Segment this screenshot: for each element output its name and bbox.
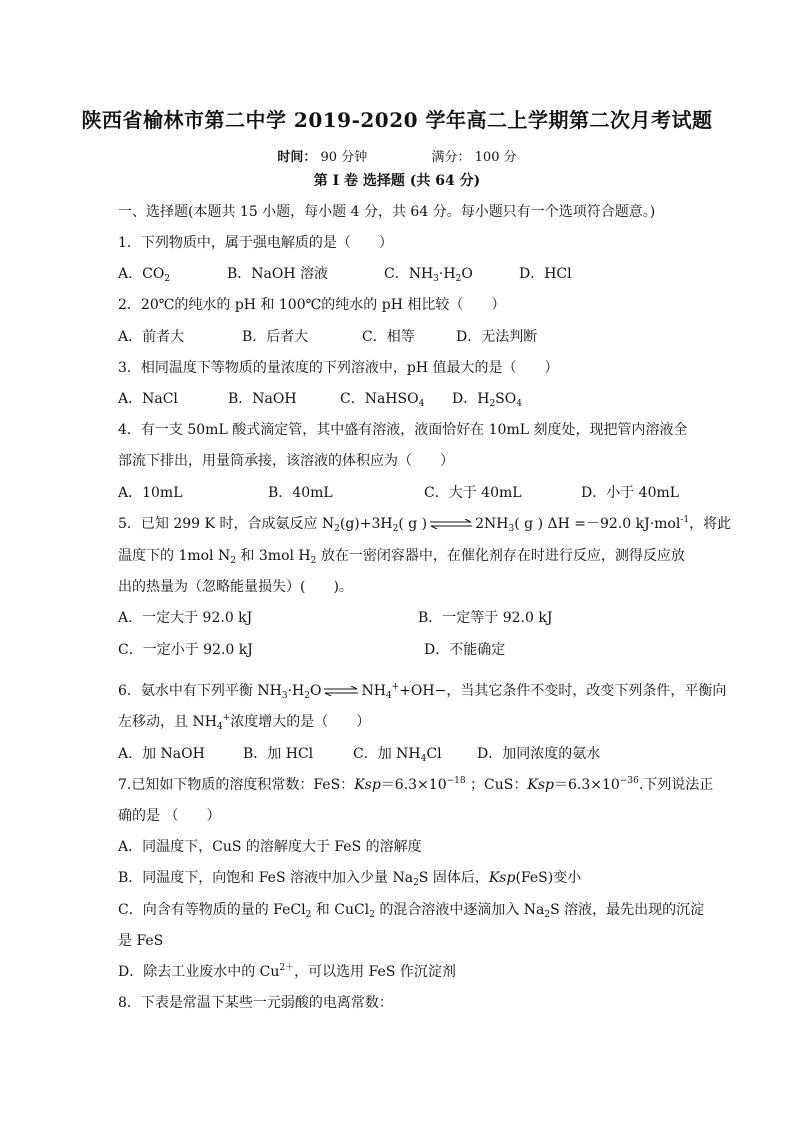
q3-option-a: A．NaCl xyxy=(118,391,178,407)
q7-stem-line1: 7.已知如下物质的溶度积常数：FeS：$Ksp=6.3\times 10^{-18}$ ；CuS：$Ksp=6.3\times 10^{-36}$.下列说法正 xyxy=(118,776,714,793)
q7-option-b: B．同温度下，向饱和 FeS 溶液中加入少量 $Na_2S$ 固体后，Ksp(FeS)变小 xyxy=(118,870,582,888)
q6-option-d: D．加同浓度的氨水 xyxy=(477,746,601,762)
q1-option-c: C．$NH_3\cdot H_2O$ xyxy=(384,266,473,284)
exam-meta xyxy=(0,146,794,165)
q5-stem-line1: 5．已知 299 K 时，合成氨反应 $N_2(g)+3H_2$( g ) $2NH_3$( g ) ΔH =－92.0 kJ·mol$^{-1}$，将此 xyxy=(118,515,732,534)
q7-option-c: C．向含有等物质的量的 FeCl$_2$ 和 CuCl$_2$ 的混合溶液中逐滴加入 $Na_2S$ 溶液，最先出现的沉淀 xyxy=(118,902,705,920)
q2-stem: 2．20℃的纯水的 pH 和 100℃的纯水的 pH 相比较（ ） xyxy=(118,297,506,313)
equilibrium-arrow-icon xyxy=(323,686,359,696)
score-label: 满分： xyxy=(431,150,471,165)
time-label: 时间： xyxy=(277,150,317,165)
equilibrium-arrow-icon xyxy=(429,519,473,529)
q4-option-b: B．40mL xyxy=(268,485,333,501)
q6-option-c: C．加 $NH_4Cl$ xyxy=(353,746,442,764)
q5-option-a: A．一定大于 92.0 kJ xyxy=(118,610,253,626)
q1-option-b: B．NaOH 溶液 xyxy=(227,266,329,282)
q6-option-a: A．加 NaOH xyxy=(118,746,205,762)
q1-option-a: A．$CO_2$ xyxy=(118,266,171,284)
q8-stem: 8．下表是常温下某些一元弱酸的电离常数： xyxy=(118,995,393,1011)
q4-option-a: A．10mL xyxy=(118,485,183,501)
q2-option-b: B．后者大 xyxy=(242,329,309,345)
q6-stem-line1: 6．氨水中有下列平衡 $NH_3\cdot H_2O$ $NH_4^++OH-$，当其它条件不变时，改变下列条件，平衡向 xyxy=(118,682,727,701)
time-value: 90 分钟 xyxy=(320,150,368,165)
q5-stem-line3: 出的热量为（忽略能量损失）( )。 xyxy=(118,579,353,595)
q7-option-c-cont: 是 FeS xyxy=(118,933,164,949)
q5-option-c: C．一定小于 92.0 kJ xyxy=(118,642,253,658)
q2-option-d: D．无法判断 xyxy=(456,329,538,345)
q4-option-d: D．小于 40mL xyxy=(581,485,680,501)
q3-stem: 3．相同温度下等物质的量浓度的下列溶液中，pH 值最大的是（ ） xyxy=(118,360,559,376)
q7-stem-line2: 确的是 （ ） xyxy=(118,808,221,824)
q1-stem: 1．下列物质中，属于强电解质的是（ ） xyxy=(118,235,393,251)
q5-option-b: B．一定等于 92.0 kJ xyxy=(418,610,553,626)
q7-option-a: A．同温度下，CuS 的溶解度大于 FeS 的溶解度 xyxy=(118,839,422,855)
section-title: 第 I 卷 选择题 (共 64 分) xyxy=(313,173,481,189)
q3-option-b: B．NaOH xyxy=(228,391,297,407)
q3-option-d: D．$H_2SO_4$ xyxy=(452,391,522,409)
q2-option-a: A．前者大 xyxy=(118,329,185,345)
exam-title: 陕西省榆林市第二中学 2019-2020 学年高二上学期第二次月考试题 xyxy=(81,108,713,132)
instructions: 一、选择题(本题共 15 小题，每小题 4 分，共 64 分。每小题只有一个选项符合题意。) xyxy=(118,204,656,220)
q5-stem-line2: 温度下的 1mol $N_2$ 和 3mol $H_2$ 放在一密闭容器中，在催化剂存在时进行反应，测得反应放 xyxy=(118,548,685,566)
q6-option-b: B．加 HCl xyxy=(243,746,314,762)
q4-stem-line1: 4．有一支 50mL 酸式滴定管，其中盛有溶液，液面恰好在 10mL 刻度处，现把管内溶液全 xyxy=(118,422,688,438)
q2-option-c: C．相等 xyxy=(362,329,415,345)
q1-option-d: D．HCl xyxy=(519,266,572,282)
q3-option-c: C．NaHSO$_4$ xyxy=(340,391,425,409)
q5-option-d: D．不能确定 xyxy=(424,642,506,658)
q4-stem-line2: 部流下排出，用量筒承接，该溶液的体积应为（ ） xyxy=(118,453,454,469)
q4-option-c: C．大于 40mL xyxy=(424,485,522,501)
score-value: 100 分 xyxy=(474,150,517,165)
q6-stem-line2: 左移动，且 $NH_4^+$浓度增大的是（ ） xyxy=(118,713,371,732)
q7-option-d: D．除去工业废水中的 $Cu^{2+}$，可以选用 FeS 作沉淀剂 xyxy=(118,963,456,980)
